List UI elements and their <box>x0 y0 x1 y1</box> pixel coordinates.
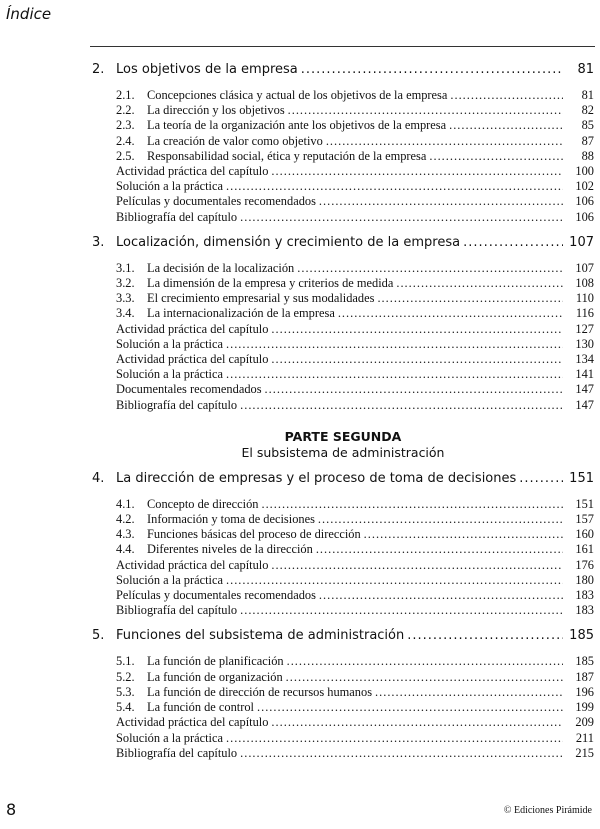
entry-number: 4.4. <box>116 542 135 557</box>
chapter-heading <box>92 626 594 646</box>
entry-page: 102 <box>575 179 594 194</box>
entry-title: La función de planificación <box>147 654 284 669</box>
dot-leader <box>288 103 563 118</box>
dot-leader <box>375 685 563 700</box>
entry-title: La función de dirección de recursos humanos <box>147 684 373 699</box>
entry-number: 2.3. <box>116 118 135 133</box>
entry-number: 2.2. <box>116 103 135 118</box>
entry-page: 180 <box>575 572 594 587</box>
entry-number: 3.1. <box>116 260 135 275</box>
running-header: Índice <box>6 5 52 23</box>
dot-leader <box>396 276 563 291</box>
dot-leader <box>286 670 563 685</box>
entry-title: Solución a la práctica <box>116 572 223 587</box>
entry-title: El crecimiento empresarial y sus modalidades <box>147 291 375 306</box>
toc-group-part2 <box>92 469 594 761</box>
entry-number: 2. <box>92 62 105 77</box>
entry-page: 157 <box>575 512 594 527</box>
entry-number: 2.4. <box>116 133 135 148</box>
entry-page: 81 <box>581 88 594 102</box>
entry-title: Películas y documentales recomendados <box>116 588 316 603</box>
entry-page: 85 <box>581 118 594 133</box>
entry-page: 196 <box>575 684 594 699</box>
entry-page: 151 <box>569 470 594 486</box>
dot-leader <box>265 382 563 397</box>
entry-page: 141 <box>575 367 594 382</box>
dot-leader <box>407 626 563 646</box>
entry-title: Los objetivos de la empresa <box>116 62 298 77</box>
entry-title: La función de control <box>147 700 255 715</box>
entry-title: Bibliografía del capítulo <box>116 603 238 618</box>
chapter-heading <box>92 233 594 253</box>
part-heading <box>92 429 594 461</box>
toc-section-entry <box>92 149 594 164</box>
toc-extra-entry <box>92 322 594 337</box>
entry-page: 161 <box>575 542 594 557</box>
entry-number: 3.3. <box>116 291 135 306</box>
entry-number: 4.1. <box>116 496 135 511</box>
entry-page: 147 <box>575 397 594 412</box>
entry-page: 185 <box>575 654 594 669</box>
chapter-heading <box>92 469 594 489</box>
entry-page: 107 <box>569 234 594 250</box>
entry-page: 176 <box>575 557 594 572</box>
entry-title: Documentales recomendados <box>116 382 262 397</box>
entry-page: 127 <box>575 321 594 336</box>
toc-extra-entry <box>92 164 594 179</box>
dot-leader <box>297 261 563 276</box>
entry-number: 4.2. <box>116 512 135 527</box>
entry-title: La función de organización <box>147 669 283 684</box>
toc-section-entry <box>92 670 594 685</box>
dot-leader <box>364 527 563 542</box>
entry-number: 5.1. <box>116 654 135 669</box>
entry-page: 134 <box>575 352 594 367</box>
entry-number: 2.1. <box>116 88 135 102</box>
entry-page: 82 <box>581 103 594 118</box>
dot-leader <box>338 306 563 321</box>
toc-section-entry <box>92 527 594 542</box>
dot-leader <box>271 352 563 367</box>
entry-number: 3.2. <box>116 276 135 291</box>
part-title: El subsistema de administración <box>241 444 445 460</box>
dot-leader <box>301 60 563 80</box>
entry-title: Solución a la práctica <box>116 179 223 194</box>
toc-extra-entry <box>92 715 594 730</box>
toc-section-entry <box>92 103 594 118</box>
dot-leader <box>257 700 563 715</box>
entry-page: 130 <box>575 336 594 351</box>
dot-leader <box>240 210 563 225</box>
toc-section-entry <box>92 261 594 276</box>
entry-page: 187 <box>575 669 594 684</box>
entry-page: 110 <box>575 291 594 306</box>
toc-section-entry <box>92 654 594 669</box>
entry-number: 4.3. <box>116 527 135 542</box>
dot-leader <box>450 88 563 103</box>
dot-leader <box>326 134 563 149</box>
entry-page: 87 <box>581 133 594 148</box>
entry-number: 3. <box>92 234 105 250</box>
entry-number: 5.3. <box>116 684 135 699</box>
dot-leader <box>271 715 563 730</box>
dot-leader <box>429 149 563 164</box>
entry-page: 81 <box>577 62 594 77</box>
toc-extra-entry <box>92 210 594 225</box>
entry-title: Responsabilidad social, ética y reputación de la empresa <box>147 148 427 163</box>
toc-section-entry <box>92 276 594 291</box>
dot-leader <box>240 746 563 761</box>
dot-leader <box>377 291 563 306</box>
entry-page: 147 <box>575 382 594 397</box>
dot-leader <box>271 322 563 337</box>
toc-extra-entry <box>92 352 594 367</box>
dot-leader <box>226 179 563 194</box>
toc-section-entry <box>92 685 594 700</box>
entry-title: La dirección y los objetivos <box>147 103 285 118</box>
dot-leader <box>319 588 563 603</box>
entry-title: Diferentes niveles de la dirección <box>147 542 313 557</box>
entry-title: Información y toma de decisiones <box>147 512 315 527</box>
entry-title: Solución a la práctica <box>116 730 223 745</box>
entry-title: Bibliografía del capítulo <box>116 209 238 224</box>
toc-extra-entry <box>92 194 594 209</box>
entry-title: Actividad práctica del capítulo <box>116 164 269 179</box>
toc-section-entry <box>92 497 594 512</box>
toc-content <box>92 52 594 761</box>
dot-leader <box>463 233 563 253</box>
dot-leader <box>240 603 563 618</box>
dot-leader <box>271 558 563 573</box>
entry-title: Solución a la práctica <box>116 336 223 351</box>
dot-leader <box>271 164 563 179</box>
entry-title: Funciones básicas del proceso de dirección <box>147 527 361 542</box>
entry-number: 5. <box>92 628 105 644</box>
entry-page: 100 <box>575 164 594 179</box>
entry-page: 199 <box>575 700 594 715</box>
entry-page: 183 <box>575 588 594 603</box>
entry-page: 108 <box>575 276 594 291</box>
toc-extra-entry <box>92 398 594 413</box>
page-number: 8 <box>6 800 17 819</box>
entry-title: La creación de valor como objetivo <box>147 133 323 148</box>
dot-leader <box>318 512 563 527</box>
dot-leader <box>240 398 563 413</box>
entry-page: 107 <box>575 260 594 275</box>
toc-extra-entry <box>92 573 594 588</box>
entry-title: Funciones del subsistema de administración <box>116 628 405 644</box>
entry-page: 88 <box>581 148 594 163</box>
dot-leader <box>226 573 563 588</box>
entry-page: 211 <box>575 730 594 745</box>
entry-page: 209 <box>575 715 594 730</box>
entry-page: 215 <box>575 745 594 760</box>
entry-page: 160 <box>575 527 594 542</box>
entry-title: Actividad práctica del capítulo <box>116 321 269 336</box>
entry-title: La dimensión de la empresa y criterios de medida <box>147 276 394 291</box>
dot-leader <box>287 654 563 669</box>
entry-number: 5.4. <box>116 700 135 715</box>
entry-number: 5.2. <box>116 669 135 684</box>
publisher-credit: © Ediciones Pirámide <box>503 805 592 816</box>
dot-leader <box>449 118 563 133</box>
toc-section-entry <box>92 291 594 306</box>
dot-leader <box>226 367 563 382</box>
dot-leader <box>226 337 563 352</box>
toc-section-entry <box>92 700 594 715</box>
entry-page: 116 <box>575 306 594 321</box>
toc-extra-entry <box>92 558 594 573</box>
entry-page: 183 <box>575 603 594 618</box>
entry-title: La decisión de la localización <box>147 260 295 275</box>
dot-leader <box>519 469 563 489</box>
entry-title: La teoría de la organización ante los objetivos de la empresa <box>147 118 447 133</box>
toc-section-entry <box>92 306 594 321</box>
dot-leader <box>316 542 563 557</box>
entry-title: Concepciones clásica y actual de los objetivos de la empresa <box>147 88 448 102</box>
toc-extra-entry <box>92 382 594 397</box>
entry-page: 151 <box>575 496 594 511</box>
toc-extra-entry <box>92 367 594 382</box>
entry-page: 106 <box>575 209 594 224</box>
toc-section-entry <box>92 542 594 557</box>
entry-title: La dirección de empresas y el proceso de toma de decisiones <box>116 470 517 486</box>
header-rule <box>90 46 595 47</box>
dot-leader <box>226 731 563 746</box>
part-label: PARTE SEGUNDA <box>284 428 402 444</box>
chapter-heading <box>92 60 594 80</box>
entry-number: 3.4. <box>116 306 135 321</box>
toc-group-part1 <box>92 60 594 413</box>
toc-extra-entry <box>92 179 594 194</box>
toc-extra-entry <box>92 731 594 746</box>
entry-page: 106 <box>575 194 594 209</box>
entry-title: Solución a la práctica <box>116 367 223 382</box>
entry-title: Actividad práctica del capítulo <box>116 557 269 572</box>
entry-title: Bibliografía del capítulo <box>116 397 238 412</box>
entry-number: 4. <box>92 470 105 486</box>
toc-section-entry <box>92 134 594 149</box>
entry-title: Bibliografía del capítulo <box>116 745 238 760</box>
toc-section-entry <box>92 512 594 527</box>
dot-leader <box>261 497 563 512</box>
entry-title: Actividad práctica del capítulo <box>116 715 269 730</box>
entry-title: Películas y documentales recomendados <box>116 194 316 209</box>
toc-section-entry <box>92 118 594 133</box>
toc-extra-entry <box>92 746 594 761</box>
entry-page: 185 <box>569 628 594 644</box>
entry-title: Actividad práctica del capítulo <box>116 352 269 367</box>
toc-extra-entry <box>92 337 594 352</box>
toc-extra-entry <box>92 603 594 618</box>
toc-extra-entry <box>92 588 594 603</box>
dot-leader <box>319 194 563 209</box>
toc-section-entry <box>92 88 594 103</box>
entry-title: Localización, dimensión y crecimiento de la empresa <box>116 234 461 250</box>
entry-number: 2.5. <box>116 148 135 163</box>
entry-title: Concepto de dirección <box>147 496 259 511</box>
entry-title: La internacionalización de la empresa <box>147 306 335 321</box>
